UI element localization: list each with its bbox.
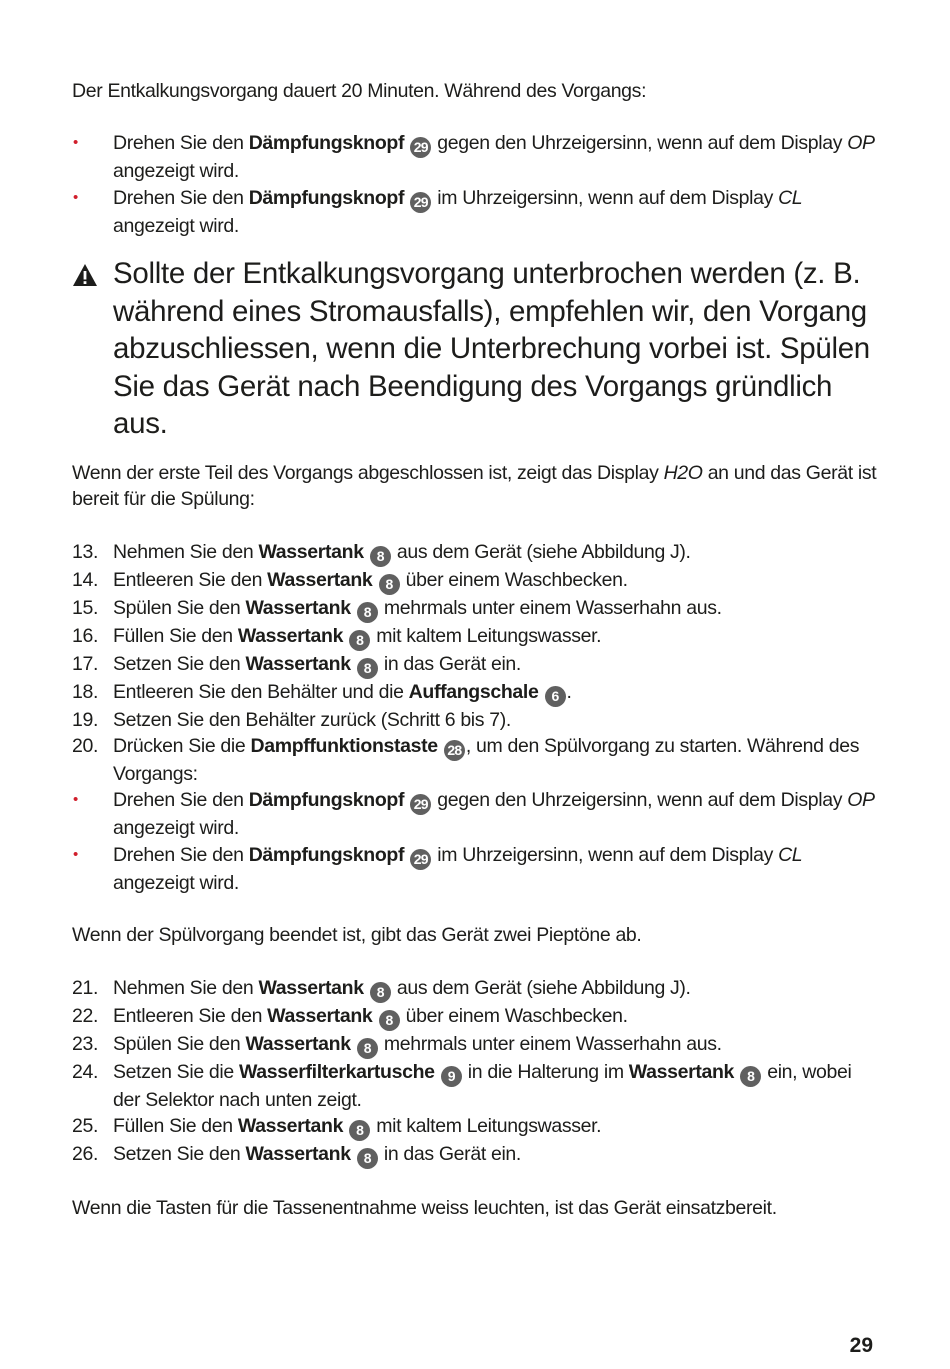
step-23: 23. Spülen Sie den Wassertank 8 mehrmals unter einem Wasserhahn aus. bbox=[72, 1031, 880, 1059]
bullet-marker: • bbox=[73, 845, 78, 863]
page-number: 29 bbox=[849, 1334, 873, 1357]
list-item: • Drehen Sie den Dämpfungsknopf 29 im Uhrzeigersinn, wenn auf dem Display CL angezeigt wird. bbox=[73, 186, 803, 237]
step-17: 17. Setzen Sie den Wassertank 8 in das Gerät ein. bbox=[72, 651, 880, 679]
callout-badge-29: 29 bbox=[410, 849, 431, 870]
callout-badge-8: 8 bbox=[357, 1148, 378, 1169]
bullet-marker: • bbox=[73, 791, 78, 809]
callout-badge-8: 8 bbox=[357, 602, 378, 623]
callout-badge-8: 8 bbox=[740, 1066, 761, 1087]
callout-badge-29: 29 bbox=[410, 794, 431, 815]
bullet-marker: • bbox=[73, 134, 78, 152]
callout-badge-8: 8 bbox=[357, 1038, 378, 1059]
step-24: 24. Setzen Sie die Wasserfilterkartusche 9 in die Halterung im Wassertank 8 ein, wobei der Selektor nach unten zeigt. bbox=[72, 1060, 852, 1111]
callout-badge-9: 9 bbox=[441, 1066, 462, 1087]
callout-badge-8: 8 bbox=[379, 574, 400, 595]
step-25: 25. Füllen Sie den Wassertank 8 mit kaltem Leitungswasser. bbox=[72, 1113, 880, 1141]
list-item: • Drehen Sie den Dämpfungsknopf 29 gegen den Uhrzeigersinn, wenn auf dem Display OP angezeigt wird. bbox=[73, 789, 875, 840]
warning-triangle-icon bbox=[72, 263, 98, 287]
step-13: 13. Nehmen Sie den Wassertank 8 aus dem Gerät (siehe Abbildung J). bbox=[72, 539, 880, 567]
paragraph-h2o: Wenn der erste Teil des Vorgangs abgeschlossen ist, zeigt das Display H2O an und das Gerät ist bereit für die Spülung: bbox=[72, 461, 877, 511]
callout-badge-29: 29 bbox=[410, 137, 431, 158]
callout-badge-8: 8 bbox=[357, 658, 378, 679]
bullet-marker: • bbox=[73, 188, 78, 206]
callout-badge-8: 8 bbox=[349, 630, 370, 651]
step-16: 16. Füllen Sie den Wassertank 8 mit kaltem Leitungswasser. bbox=[72, 623, 880, 651]
step-14: 14. Entleeren Sie den Wassertank 8 über einem Waschbecken. bbox=[72, 567, 880, 595]
warning-note bbox=[72, 255, 880, 443]
callout-badge-8: 8 bbox=[370, 546, 391, 567]
callout-badge-6: 6 bbox=[545, 686, 566, 707]
steps-list-2 bbox=[72, 975, 880, 1169]
step-22: 22. Entleeren Sie den Wassertank 8 über einem Waschbecken. bbox=[72, 1003, 880, 1031]
list-item: • Drehen Sie den Dämpfungsknopf 29 im Uhrzeigersinn, wenn auf dem Display CL angezeigt wird. bbox=[73, 843, 803, 894]
step-26: 26. Setzen Sie den Wassertank 8 in das Gerät ein. bbox=[72, 1141, 880, 1169]
step-21: 21. Nehmen Sie den Wassertank 8 aus dem Gerät (siehe Abbildung J). bbox=[72, 975, 880, 1003]
callout-badge-8: 8 bbox=[370, 982, 391, 1003]
paragraph-pieptoene: Wenn der Spülvorgang beendet ist, gibt das Gerät zwei Pieptöne ab. bbox=[72, 924, 642, 947]
bullet-list-1 bbox=[72, 130, 880, 239]
list-item: • Drehen Sie den Dämpfungsknopf 29 gegen den Uhrzeigersinn, wenn auf dem Display OP angezeigt wird. bbox=[73, 132, 875, 183]
document-page bbox=[72, 78, 880, 1221]
callout-badge-29: 29 bbox=[410, 192, 431, 213]
step-19: 19. Setzen Sie den Behälter zurück (Schritt 6 bis 7). bbox=[72, 708, 511, 731]
callout-badge-8: 8 bbox=[379, 1010, 400, 1031]
warning-text: Sollte der Entkalkungsvorgang unterbrochen werden (z. B. während eines Stromausfalls), empfehlen wir, den Vorgang abzuschliessen, wenn die Unterbrechung vorbei ist. Spülen Sie das Gerät nach Beendigung des Vorgangs gründlich aus. bbox=[113, 257, 870, 441]
paragraph-einsatzbereit: Wenn die Tasten für die Tassenentnahme weiss leuchten, ist das Gerät einsatzbereit. bbox=[72, 1196, 777, 1219]
step-15: 15. Spülen Sie den Wassertank 8 mehrmals unter einem Wasserhahn aus. bbox=[72, 595, 880, 623]
intro-paragraph: Der Entkalkungsvorgang dauert 20 Minuten. Während des Vorgangs: bbox=[72, 80, 647, 102]
step-20: 20. Drücken Sie die Dampffunktionstaste 28 , um den Spülvorgang zu starten. Während des Vorgangs: bbox=[72, 734, 860, 785]
callout-badge-28: 28 bbox=[444, 740, 465, 761]
steps-list-1 bbox=[72, 539, 880, 897]
step-18: 18. Entleeren Sie den Behälter und die Auffangschale 6 . bbox=[72, 679, 880, 707]
callout-badge-8: 8 bbox=[349, 1120, 370, 1141]
